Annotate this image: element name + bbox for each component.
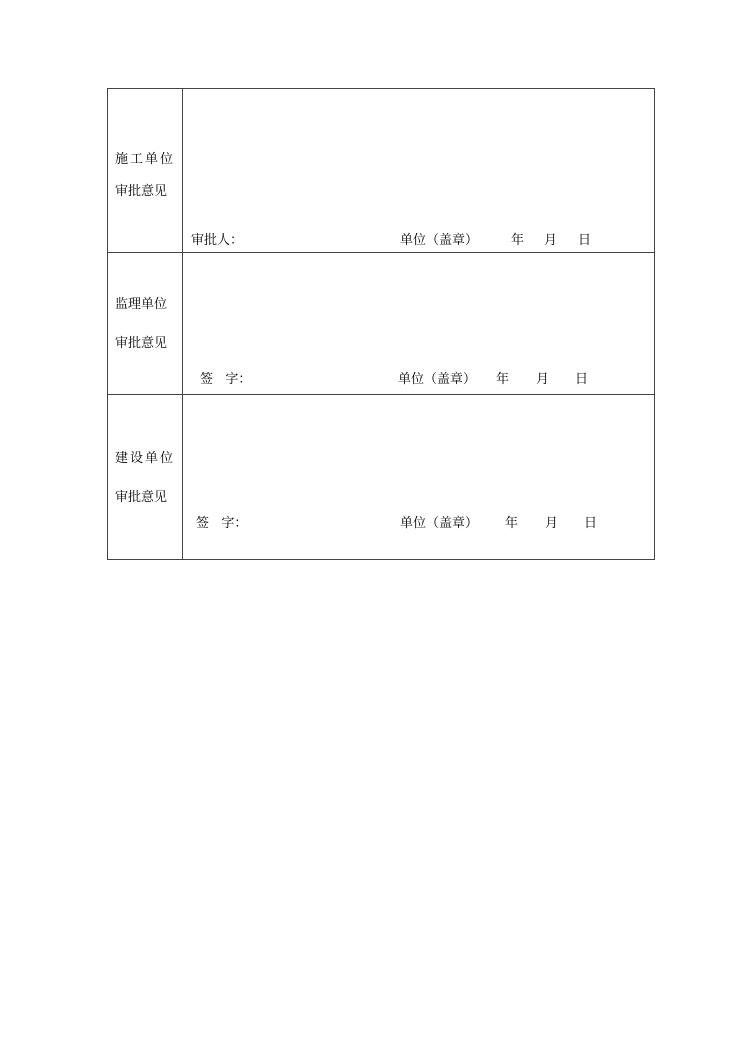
table-row-construction <box>108 89 654 253</box>
opinion-cell[interactable] <box>183 395 654 559</box>
unit-seal-label: 单位（盖章） <box>400 233 479 248</box>
opinion-cell[interactable] <box>183 89 654 252</box>
day-label: 日 <box>578 233 592 248</box>
row-label-line2: 审批意见 <box>115 184 168 199</box>
month-label: 月 <box>545 516 559 531</box>
row-label-line1: 施工单位 <box>115 152 176 167</box>
opinion-cell[interactable] <box>183 253 654 394</box>
day-label: 日 <box>575 372 589 387</box>
signer-label: 审批人： <box>191 233 244 248</box>
row-label-line2: 审批意见 <box>115 490 168 505</box>
year-label: 年 <box>496 372 510 387</box>
table-row-owner <box>108 395 654 559</box>
row-label-line1: 监理单位 <box>115 297 168 312</box>
row-label-line1: 建设单位 <box>115 451 176 466</box>
row-label-line2: 审批意见 <box>115 336 168 351</box>
month-label: 月 <box>536 372 550 387</box>
signer-label: 签 字： <box>200 372 252 387</box>
month-label: 月 <box>544 233 558 248</box>
year-label: 年 <box>511 233 525 248</box>
signer-label: 签 字： <box>196 516 248 531</box>
unit-seal-label: 单位（盖章） <box>398 372 477 387</box>
row-label-cell <box>108 89 183 252</box>
unit-seal-label: 单位（盖章） <box>400 516 479 531</box>
approval-table <box>107 88 655 560</box>
row-label-cell <box>108 395 183 559</box>
table-row-supervision <box>108 253 654 395</box>
day-label: 日 <box>584 516 598 531</box>
year-label: 年 <box>505 516 519 531</box>
row-label-cell <box>108 253 183 394</box>
